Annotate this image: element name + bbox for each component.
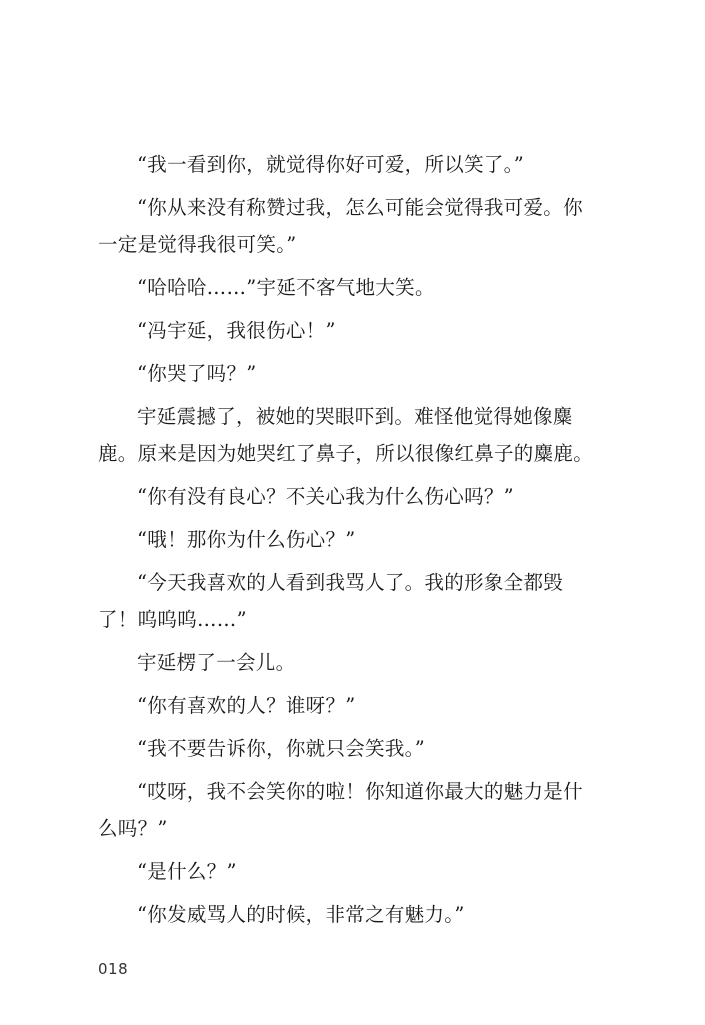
paragraph: “你有喜欢的人？谁呀？” xyxy=(137,694,356,717)
paragraph: “哈哈哈……”宇延不客气地大笑。 xyxy=(137,276,435,299)
paragraph: “哎呀，我不会笑你的啦！你知道你最大的魅力是什么吗？” xyxy=(98,780,583,840)
body-text xyxy=(98,146,598,939)
paragraph: “是什么？” xyxy=(137,860,237,883)
paragraph: 宇延震撼了，被她的哭眼吓到。难怪他觉得她像麋鹿。原来是因为她哭红了鼻子，所以很像红鼻子的麋鹿。 xyxy=(98,405,594,465)
paragraph: “今天我喜欢的人看到我骂人了。我的形象全都毁了！呜呜呜……” xyxy=(98,571,564,631)
paragraph: “哦！那你为什么伤心？” xyxy=(137,528,356,551)
page-number: 018 xyxy=(98,960,129,978)
paragraph: 宇延楞了一会儿。 xyxy=(137,651,296,674)
paragraph: “你有没有良心？不关心我为什么伤心吗？” xyxy=(137,485,514,508)
paragraph: “你从来没有称赞过我，怎么可能会觉得我可爱。你一定是觉得我很可笑。” xyxy=(98,196,583,256)
paragraph: “你哭了吗？” xyxy=(137,362,257,385)
paragraph: “我不要告诉你，你就只会笑我。” xyxy=(137,737,425,760)
paragraph: “我一看到你，就觉得你好可爱，所以笑了。” xyxy=(137,153,524,176)
paragraph: “冯宇延，我很伤心！” xyxy=(137,319,336,342)
paragraph: “你发威骂人的时候，非常之有魅力。” xyxy=(137,903,465,926)
